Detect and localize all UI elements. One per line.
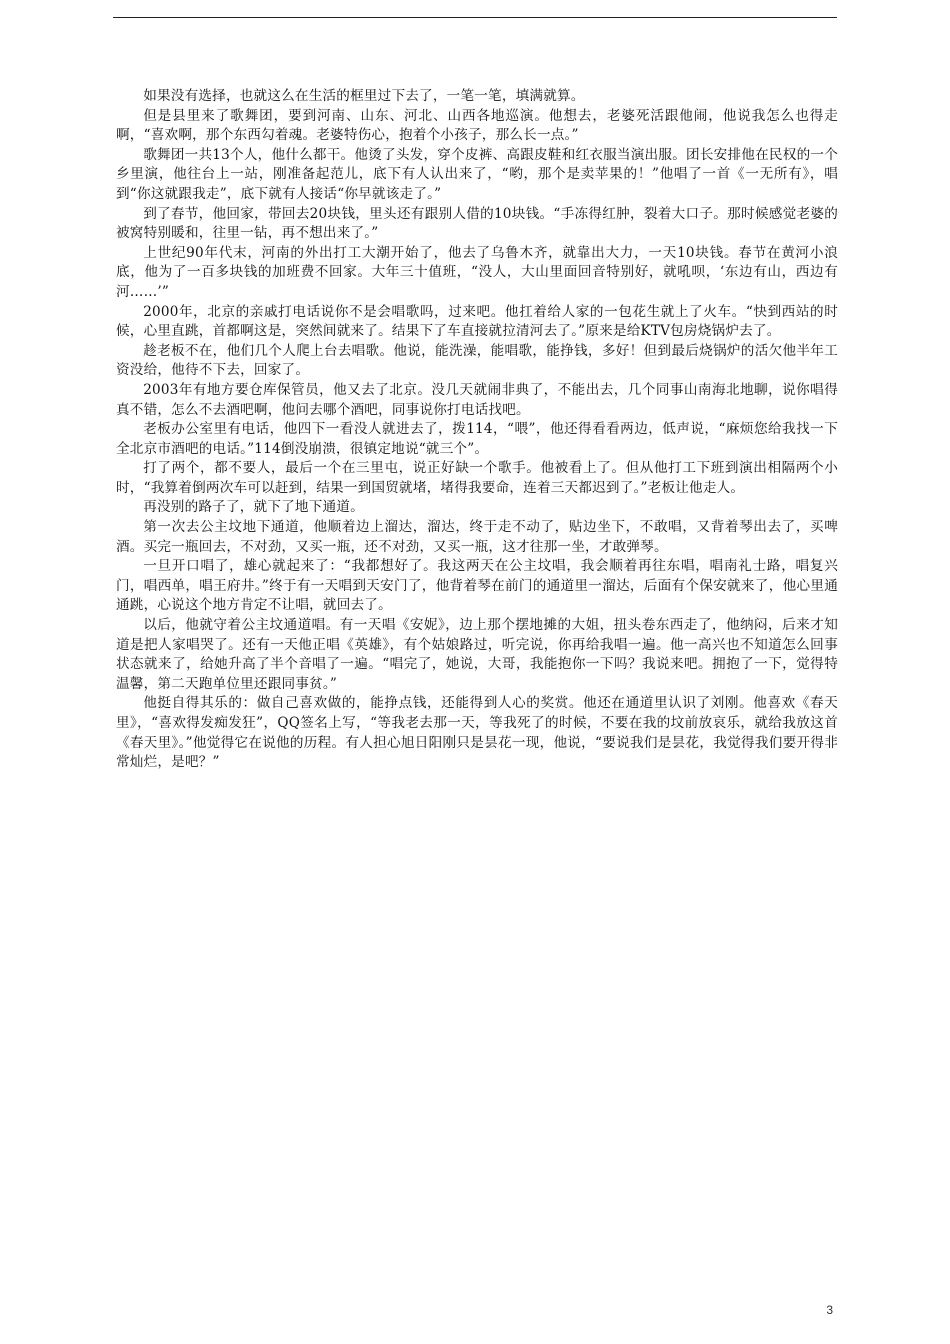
header-rule: [113, 17, 837, 18]
paragraph: 以后，他就守着公主坟通道唱。有一天唱《安妮》，边上那个摆地摊的大姐，扭头卷东西走了，他纳闷，后来才知道是把人家唱哭了。还有一天他正唱《英雄》，有个姑娘路过，听完说，你再给我唱一遍。他一高兴也不知道怎么回事状态就来了，给她升高了半个音唱了一遍。“唱完了，她说，大哥，我能抱你一下吗？我说来吧。拥抱了一下，觉得特温馨，第二天跑单位里还跟同事贫。”: [116, 617, 838, 692]
paragraph: 打了两个，都不要人，最后一个在三里屯，说正好缺一个歌手。他被看上了。但从他打工下班到演出相隔两个小时，“我算着倒两次车可以赶到，结果一到国贸就堵，堵得我要命，连着三天都迟到了。”老板让他走人。: [116, 460, 838, 496]
paragraph: 他挺自得其乐的：做自己喜欢做的，能挣点钱，还能得到人心的奖赏。他还在通道里认识了刘刚。他喜欢《春天里》，“喜欢得发痴发狂”，QQ签名上写，“等我老去那一天，等我死了的时候，不要在我的坟前放哀乐，就给我放这首《春天里》。”他觉得它在说他的历程。有人担心旭日阳刚只是昙花一现，他说，“要说我们是昙花，我觉得我们要开得非常灿烂，是吧？”: [116, 695, 838, 771]
paragraph: 但是县里来了歌舞团，要到河南、山东、河北、山西各地巡演。他想去，老婆死活跟他闹，他说我怎么也得走啊，“喜欢啊，那个东西勾着魂。老婆特伤心，抱着个小孩子，那么长一点。”: [116, 107, 838, 144]
paragraph: 如果没有选择，也就这么在生活的框里过下去了，一笔一笔，填满就算。: [143, 88, 585, 104]
paragraph: 一旦开口唱了，雄心就起来了：“我都想好了。我这两天在公主坟唱，我会顺着再往东唱，唱南礼士路，唱复兴门，唱西单，唱王府井。”终于有一天唱到天安门了，他背着琴在前门的通道里一溜达，后面有个保安就来了，他心里通通跳，心说这个地方肯定不让唱，就回去了。: [116, 558, 838, 614]
paragraph: 老板办公室里有电话，他四下一看没人就进去了，拨114，“喂”，他还得看看两边，低声说，“麻烦您给我找一下全北京市酒吧的电话。”114倒没崩溃，很镇定地说“就三个”。: [116, 421, 838, 457]
paragraph: 第一次去公主坟地下通道，他顺着边上溜达，溜达，终于走不动了，贴边坐下，不敢唱，又背着琴出去了，买啤酒。买完一瓶回去，不对劲，又买一瓶，还不对劲，又买一瓶，这才往那一坐，才敢弹琴。: [116, 519, 838, 555]
paragraph: 到了春节，他回家，带回去20块钱，里头还有跟别人借的10块钱。“手冻得红肿，裂着大口子。那时候感觉老婆的被窝特别暖和，往里一钻，再不想出来了。”: [116, 205, 838, 242]
paragraph: 歌舞团一共13个人，他什么都干。他烫了头发，穿个皮裤、高跟皮鞋和红衣服当演出服。团长安排他在民权的一个乡里演，他往台上一站，刚准备起范儿，底下有人认出来了，“哟，那个是卖苹果的！”他唱了一首《一无所有》，唱到“你这就跟我走”，底下就有人接话“你早就该走了。”: [116, 146, 838, 202]
paragraph: 2000年，北京的亲戚打电话说你不是会唱歌吗，过来吧。他扛着给人家的一包花生就上了火车。“快到西站的时候，心里直跳，首都啊这是，突然间就来了。结果下了车直接就拉清河去了。”原来是给KTV包房烧锅炉去了。: [116, 303, 838, 340]
paragraph: 2003年有地方要仓库保管员，他又去了北京。没几天就闹非典了，不能出去，几个同事山南海北地聊，说你唱得真不错，怎么不去酒吧啊，他问去哪个酒吧，同事说你打电话找吧。: [116, 381, 838, 418]
article-body: [116, 87, 838, 773]
paragraph: 上世纪90年代末，河南的外出打工大潮开始了，他去了乌鲁木齐，就靠出大力，一天10块钱。春节在黄河小浪底，他为了一百多块钱的加班费不回家。大年三十值班，“没人，大山里面回音特别好，就吼呗，‘东边有山，西边有河……’”: [116, 244, 838, 300]
paragraph: 再没别的路子了，就下了地下通道。: [143, 499, 364, 516]
page-number: 3: [826, 1303, 833, 1317]
paragraph: 趁老板不在，他们几个人爬上台去唱歌。他说，能洗澡，能唱歌，能挣钱，多好！但到最后烧锅炉的活欠他半年工资没给，他待不下去，回家了。: [116, 342, 838, 379]
